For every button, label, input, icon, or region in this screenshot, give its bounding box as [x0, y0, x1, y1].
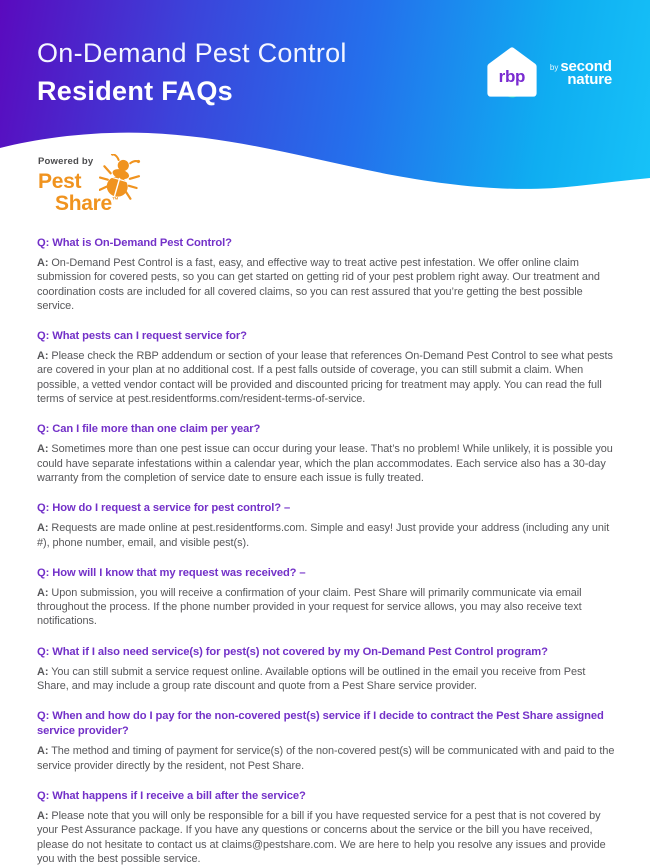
faq-question: Q: What pests can I request service for? [37, 330, 247, 343]
faq-question: Q: How will I know that my request was received? – [37, 566, 306, 579]
faq-answer: A: Please check the RBP addendum or section of your lease that references On-Demand Pest Control to see what pests are covered in your plan at no additional cost. If a pest falls outside of coverage, you can still submit a claim. When possible, a vetted vendor contact will be provided and discounted pricing for treatment may apply. You can read the full terms of service at pest.residentforms.com/resident-terms-of-service. [37, 350, 613, 406]
pestshare-word-share: Share™ [55, 192, 119, 215]
faq-item [37, 709, 618, 773]
faq-question: Q: What is On-Demand Pest Control? [37, 237, 232, 249]
faq-item [37, 501, 618, 550]
faq-item [37, 236, 618, 313]
brand-word-second: second [560, 58, 612, 75]
faq-question: Q: Can I file more than one claim per year? [37, 423, 261, 436]
faq-question: Q: When and how do I pay for the non-covered pest(s) service if I decide to contract the Pest Share assigned service provider? [37, 710, 604, 738]
faq-item [37, 789, 618, 866]
trademark-symbol: ™ [111, 197, 119, 204]
faq-item [37, 329, 618, 406]
faq-answer: A: Requests are made online at pest.residentforms.com. Simple and easy! Just provide your address (including any unit #), phone number, email, and visible pest(s). [37, 522, 610, 549]
rbp-logo-text: rbp [498, 67, 526, 86]
faq-item [37, 566, 618, 629]
answer-prefix: A: [37, 586, 49, 599]
powered-by-label: Powered by [38, 156, 94, 167]
by-label: by [549, 63, 559, 72]
document-subtitle: Resident FAQs [37, 76, 233, 106]
pestshare-word-pest: Pest [38, 170, 82, 193]
beetle-icon [99, 154, 141, 200]
rbp-secondnature-logo [483, 44, 612, 102]
faq-answer: A: Sometimes more than one pest issue can occur during your lease. That’s no problem! While unlikely, it is possible you could have separate infestations within a calendar year, which the plan accommodates. Each service also has a 30-day warranty from the completion of service date to ensure each issue is fully treated. [37, 443, 613, 484]
answer-prefix: A: [37, 522, 49, 535]
faq-answer: A: Please note that you will only be responsible for a bill if you have requested service for a pest that is not covered by your Pest Assurance package. If you have any questions or concerns about the service or the bill you have received, please do not hesitate to contact us at claims@pestshare.com. We are here to help you resolve any issues and provide you with the best possible service. [37, 809, 606, 865]
answer-prefix: A: [37, 745, 49, 758]
secondnature-wordmark [550, 60, 612, 86]
answer-prefix: A: [37, 809, 49, 822]
hero-titles [37, 38, 347, 107]
faq-answer: A: The method and timing of payment for service(s) of the non-covered pest(s) will be communicated with and paid to the service provider directly by the resident, not Pest Share. [37, 745, 615, 772]
faq-list [0, 215, 650, 866]
faq-answer: A: On-Demand Pest Control is a fast, easy, and effective way to treat active pest infestation. We offer online claim submission for covered pests, so you can get started on getting rid of your pest problem right away. Our treatment and coordination costs are included for all covered claims, so you can rest assured that you’re getting the best possible service. [37, 257, 600, 312]
faq-item [37, 422, 618, 485]
answer-prefix: A: [37, 665, 49, 678]
answer-prefix: A: [37, 257, 49, 269]
faq-question: Q: What happens if I receive a bill after the service? [37, 789, 306, 802]
faq-answer: A: Upon submission, you will receive a confirmation of your claim. Pest Share will primarily communicate via email throughout the process. If the phone number provided in your request for service allows, you may also receive text notifications. [37, 586, 582, 628]
answer-prefix: A: [37, 350, 49, 363]
pestshare-logo [38, 156, 148, 216]
faq-question: Q: How do I request a service for pest control? – [37, 502, 291, 515]
brand-word-nature: nature [567, 71, 612, 88]
faq-answer: A: You can still submit a service request online. Available options will be outlined in the email you receive from Pest Share, and may include a group rate discount and quote from a Pest Share service provider. [37, 665, 586, 693]
document-title: On-Demand Pest Control [37, 38, 347, 68]
faq-question: Q: What if I also need service(s) for pest(s) not covered by my On-Demand Pest Control program? [37, 645, 548, 658]
answer-prefix: A: [37, 443, 49, 456]
rbp-logo-icon [483, 44, 541, 102]
faq-item [37, 645, 618, 694]
